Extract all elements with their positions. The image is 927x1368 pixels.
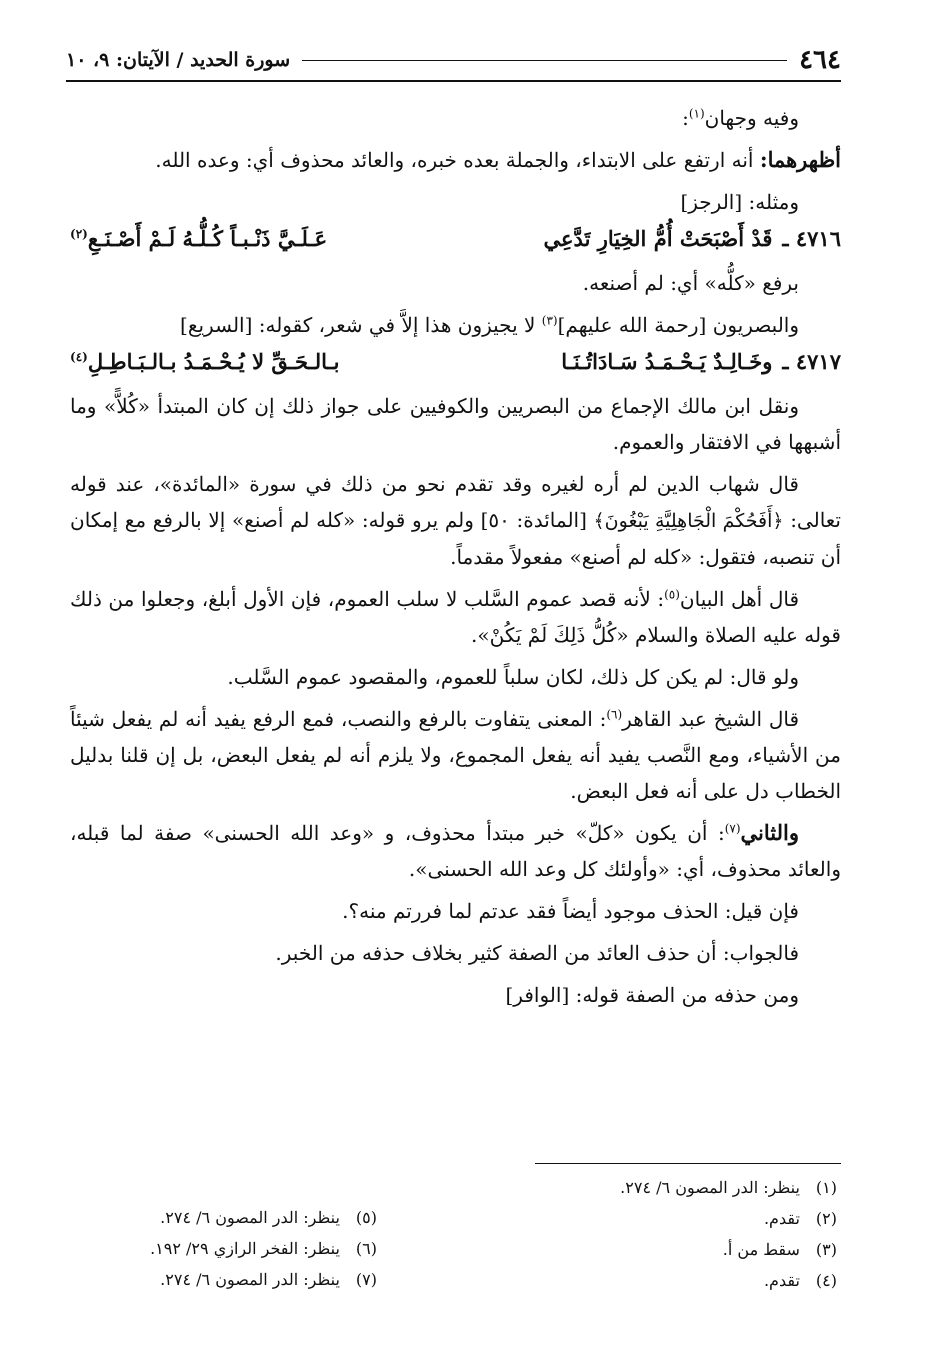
footnote-6: (٦) ينظر: الفخر الرازي ٢٩/ ١٩٢. [150,1239,377,1258]
verse-first-hemistich: قَدْ أَصْبَحَتْ أُمُّ الخِيَارِ تَدَّعِي [543,226,773,251]
header-rule [302,60,787,61]
verse-number: ٤٧١٧ ـ [782,349,841,374]
footnote-ref-4[interactable]: (٤) [70,350,88,364]
lead-word-first: أظهرهما: [759,147,841,172]
footnotes-column-right [437,1172,837,1296]
footnote-2: (٢) تقدم. [763,1209,837,1228]
footnote-ref-7[interactable]: (٧) [724,821,741,836]
paragraph-1: وفيه وجهان$^{(١)}$: [682,106,799,130]
footnote-separator [535,1163,841,1164]
running-header [66,40,841,82]
paragraph-12: فإن قيل: الحذف موجود أيضاً فقد عدتم لما فررتم منه؟. [342,899,799,923]
footnote-ref-5[interactable]: (٥) [664,587,680,602]
quran-quote: ﴿أَفَحُكْمَ الْجَاهِلِيَّةِ يَبْغُونَ﴾ [593,510,784,532]
paragraph-4: برفع «كلُّه» أي: لم أصنعه. [582,271,799,295]
footnote-ref-6[interactable]: (٦) [606,707,623,722]
main-text [70,100,841,1019]
footnote-ref-2[interactable]: (٢) [70,227,88,241]
verse-number: ٤٧١٦ ـ [782,226,841,251]
footnote-5: (٥) ينظر: الدر المصون ٦/ ٢٧٤. [160,1208,377,1227]
paragraph-3: ومثله: [الرجز] [680,190,799,214]
footnote-4: (٤) تقدم. [763,1271,837,1290]
paragraph-9: ولو قال: لم يكن كل ذلك، لكان سلباً للعموم، والمقصود عموم السَّلب. [227,665,799,689]
paragraph-13: فالجواب: أن حذف العائد من الصفة كثير بخلاف حذفه من الخبر. [275,941,799,965]
paragraph-10: قال الشيخ عبد القاهر$^{(٦)}$: المعنى يتفاوت بالرفع والنصب، فمع الرفع يفيد أنه لم يفعل شيئاً من الأشياء، ومع النَّصب يفيد أنه يفعل المجموع، ولا يلزم أنه لم يفعل البعض، بل إن قلنا بدليل الخطاب دل على أنه فعل البعض. [70,707,841,803]
footnote-1: (١) ينظر: الدر المصون ٦/ ٢٧٤. [620,1178,837,1197]
page-number: ٤٦٤ [799,45,841,75]
paragraph-6: ونقل ابن مالك الإجماع من البصريين والكوفيين على جواز ذلك إن كان المبتدأ «كُلاًّ» وما أشبهها في الافتقار والعموم. [70,394,841,454]
footnote-ref-1[interactable]: (١) [688,106,705,121]
footnote-7: (٧) ينظر: الدر المصون ٦/ ٢٧٤. [160,1270,377,1289]
verse-4716 [70,226,841,251]
paragraph-2: أظهرهما: أنه ارتفع على الابتداء، والجملة بعده خبره، والعائد محذوف أي: وعده الله. [155,147,841,172]
verse-4717 [70,349,841,374]
verse-second-hemistich: عَـلَـيَّ ذَنْـبـاً كُـلُّـهُ لَـمْ أَصْـنَـعِ$^{(٢)}$ [70,226,328,251]
paragraph-8: قال أهل البيان$^{(٥)}$: لأنه قصد عموم السَّلب لا سلب العموم، فإن الأول أبلغ، وجعلوا من ذلك قوله عليه الصلاة والسلام «كُلُّ ذَلِكَ لَمْ يَكُنْ». [70,587,841,647]
footnotes [70,1172,837,1322]
paragraph-7: قال شهاب الدين لم أره لغيره وقد تقدم نحو من ذلك في سورة «المائدة»، عند قوله تعالى: ﴿أَفَحُكْمَ الْجَاهِلِيَّةِ يَبْغُونَ﴾ [المائدة: ٥٠] ولم يرو قوله: «كله لم أصنع» إلا بالرفع مع إمكان أن تنصبه، فتقول: «كله لم أصنع» مفعولاً مقدماً. [70,472,842,569]
footnotes-column-left [57,1202,377,1295]
footnote-3: (٣) سقط من أ. [722,1240,837,1259]
header-title: سورة الحديد / الآيتان: ٩، ١٠ [66,49,291,71]
verse-first-hemistich: وخَـالِـدٌ يَـحْـمَـدُ سَـادَاتُـنَـا [561,349,773,374]
footnote-ref-3[interactable]: (٣) [541,313,558,328]
lead-word-second: والثاني [740,820,799,845]
paragraph-5: والبصريون [رحمة الله عليهم]$^{(٣)}$ لا يجيزون هذا إلاَّ في شعر، كقوله: [السريع] [180,313,799,337]
verse-second-hemistich: بـالـحَـقِّ لا يُـحْـمَـدُ بـالـبَـاطِـلِ$^{(٤)}$ [70,349,340,374]
paragraph-14: ومن حذفه من الصفة قوله: [الوافر] [505,983,799,1007]
paragraph-11: والثاني$^{(٧)}$: أن يكون «كلّ» خبر مبتدأ محذوف، و «وعد الله الحسنى» صفة لما قبله، والعائد محذوف، أي: «وأولئك كل وعد الله الحسنى». [70,820,841,881]
